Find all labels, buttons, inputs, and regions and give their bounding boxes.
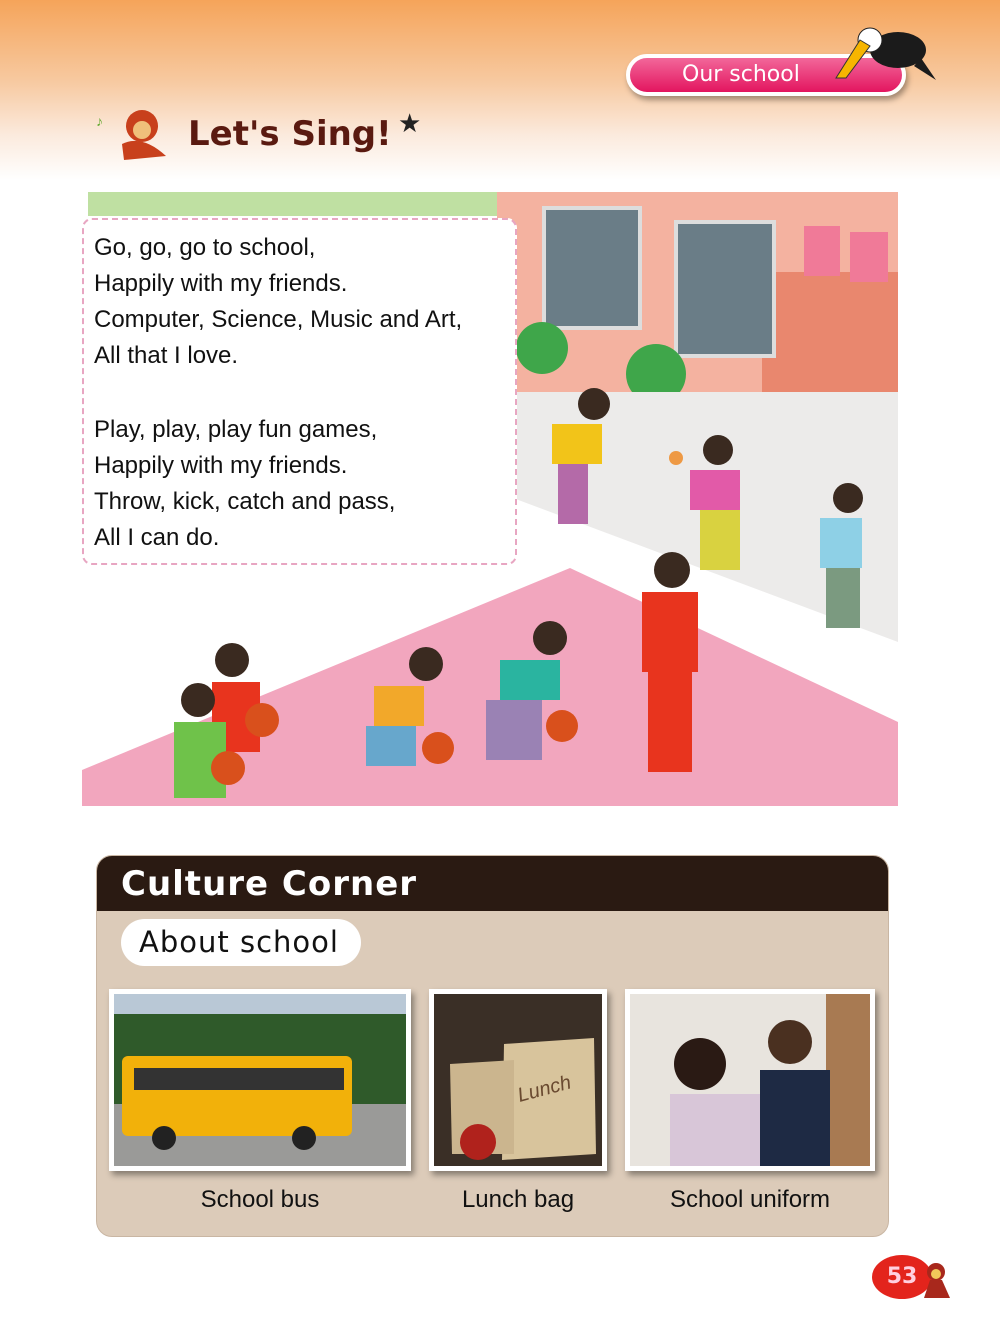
culture-corner-subtitle: About school [121,919,361,966]
lyric-line: Computer, Science, Music and Art, [94,306,463,333]
lyric-line: Happily with my friends. [94,270,348,297]
svg-text:♪: ♪ [96,113,103,129]
monkey-icon [94,104,174,162]
page-number: 53 [872,1255,932,1299]
page-title: Let's Sing! [188,114,392,154]
lyric-line: Throw, kick, catch and pass, [94,488,396,515]
song-lyrics [82,218,517,565]
school-uniform-photo [625,989,875,1171]
school-bus-photo [109,989,411,1171]
lyric-line: All that I love. [94,342,239,369]
culture-corner-title: Culture Corner [97,856,888,911]
verse-spacer [94,374,515,412]
lyric-line: Go, go, go to school, [94,234,316,261]
lunch-bag-text: Lunch [515,1071,574,1107]
lyric-line: Happily with my friends. [94,452,348,479]
lunch-bag-photo [429,989,607,1171]
photo-caption: Lunch bag [461,1186,575,1213]
lyric-line: All I can do. [94,524,220,551]
unit-label: Our school [626,54,906,96]
star-icon: ★ [398,108,422,138]
culture-corner-panel [96,855,889,1237]
photo-caption: School bus [200,1186,320,1213]
monkey-mascot-icon [916,1262,960,1300]
photo-caption: School uniform [669,1186,831,1213]
lyric-line: Play, play, play fun games, [94,416,378,443]
toucan-icon [826,18,936,88]
